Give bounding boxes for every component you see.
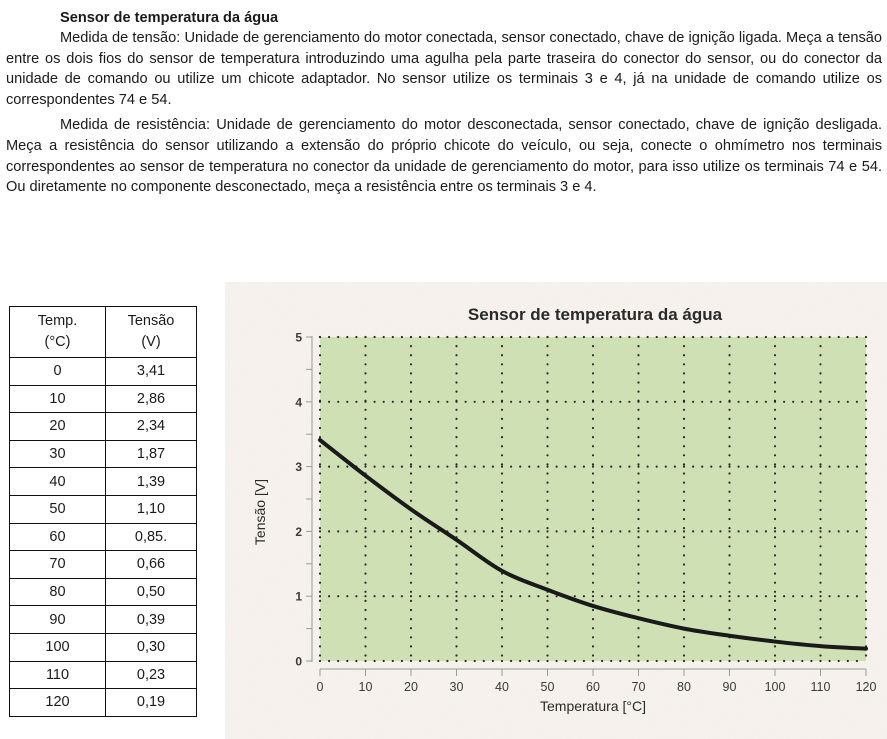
- x-tick-label: 80: [677, 680, 691, 694]
- cell-voltage: 0,19: [106, 689, 197, 717]
- cell-voltage: 1,39: [106, 468, 197, 496]
- x-tick-label: 50: [540, 680, 555, 694]
- cell-voltage: 3,41: [106, 358, 197, 386]
- x-tick-label: 120: [855, 680, 877, 694]
- cell-temperature: 110: [10, 661, 106, 689]
- x-tick-label: 20: [404, 680, 418, 694]
- cell-temperature: 100: [10, 633, 106, 661]
- cell-temperature: 40: [10, 468, 106, 496]
- x-tick-label: 70: [631, 680, 646, 694]
- header-voltage-line1: Tensão: [127, 313, 175, 329]
- x-tick-label: 100: [764, 680, 786, 694]
- cell-voltage: 0,50: [106, 578, 197, 606]
- x-tick-label: 40: [495, 680, 509, 694]
- x-tick-label: 0: [316, 680, 324, 694]
- y-tick-label: 5: [295, 330, 302, 345]
- y-tick-label: 0: [295, 654, 302, 669]
- chart-title: Sensor de temperatura da água: [467, 305, 723, 324]
- cell-temperature: 80: [10, 578, 106, 606]
- cell-temperature: 10: [10, 385, 106, 413]
- cell-voltage: 1,87: [106, 440, 197, 468]
- x-tick-label: 10: [358, 680, 373, 694]
- voltage-measurement-paragraph: Medida de tensão: Unidade de gerenciamento do motor conectada, sensor conectado, chave de ignição ligada. Meça a tensão entre os dois fios do sensor de temperatura introduzindo uma agulha pela parte traseira do conector do sensor, ou do conector da unidade de comando ou utilize um chicote adaptador. No sensor utilize os terminais 3 e 4, já na unidade de comando utilize os correspondentes 74 e 54.: [6, 30, 882, 108]
- plot-area: [320, 337, 866, 661]
- x-tick-label: 90: [722, 680, 737, 694]
- cell-temperature: 70: [10, 551, 106, 579]
- y-axis-label: Tensão [V]: [252, 478, 268, 546]
- cell-voltage: 0,23: [106, 661, 197, 689]
- cell-temperature: 0: [10, 358, 106, 386]
- cell-voltage: 0,85.: [106, 523, 197, 551]
- x-tick-label: 60: [586, 680, 600, 694]
- header-temp-line1: Temp.: [37, 313, 78, 329]
- cell-voltage: 2,34: [106, 413, 197, 441]
- y-tick-label: 4: [295, 395, 302, 410]
- cell-temperature: 50: [10, 495, 106, 523]
- cell-temperature: 90: [10, 606, 106, 634]
- cell-temperature: 60: [10, 523, 106, 551]
- cell-temperature: 20: [10, 413, 106, 441]
- y-tick-label: 1: [295, 589, 302, 604]
- y-tick-label: 2: [295, 524, 302, 539]
- y-tick-label: 3: [295, 460, 302, 475]
- cell-voltage: 2,86: [106, 385, 197, 413]
- cell-temperature: 120: [10, 689, 106, 717]
- x-tick-label: 110: [810, 680, 831, 694]
- header-temp-line2: (°C): [44, 334, 71, 350]
- cell-voltage: 0,39: [106, 606, 197, 634]
- x-tick-label: 30: [449, 680, 464, 694]
- cell-voltage: 0,30: [106, 633, 197, 661]
- cell-temperature: 30: [10, 440, 106, 468]
- cell-voltage: 1,10: [106, 495, 197, 523]
- resistance-measurement-paragraph: Medida de resistência: Unidade de gerenciamento do motor desconectada, sensor conectado, chave de ignição desligada. Meça a resistência do sensor utilizando a extensão do próprio chicote do veículo, ou seja, conecte o ohmímetro nos terminais correspondentes ao sensor de temperatura no conector da unidade de gerenciamento do motor, para isso utilize os terminais 74 e 54. Ou diretamente no componente desconectado, meça a resistência entre os terminais 3 e 4.: [6, 117, 882, 196]
- cell-voltage: 0,66: [106, 551, 197, 579]
- x-axis-label: Temperatura [°C]: [540, 698, 646, 714]
- section-heading: Sensor de temperatura da água: [60, 10, 279, 26]
- header-voltage-line2: (V): [141, 334, 161, 350]
